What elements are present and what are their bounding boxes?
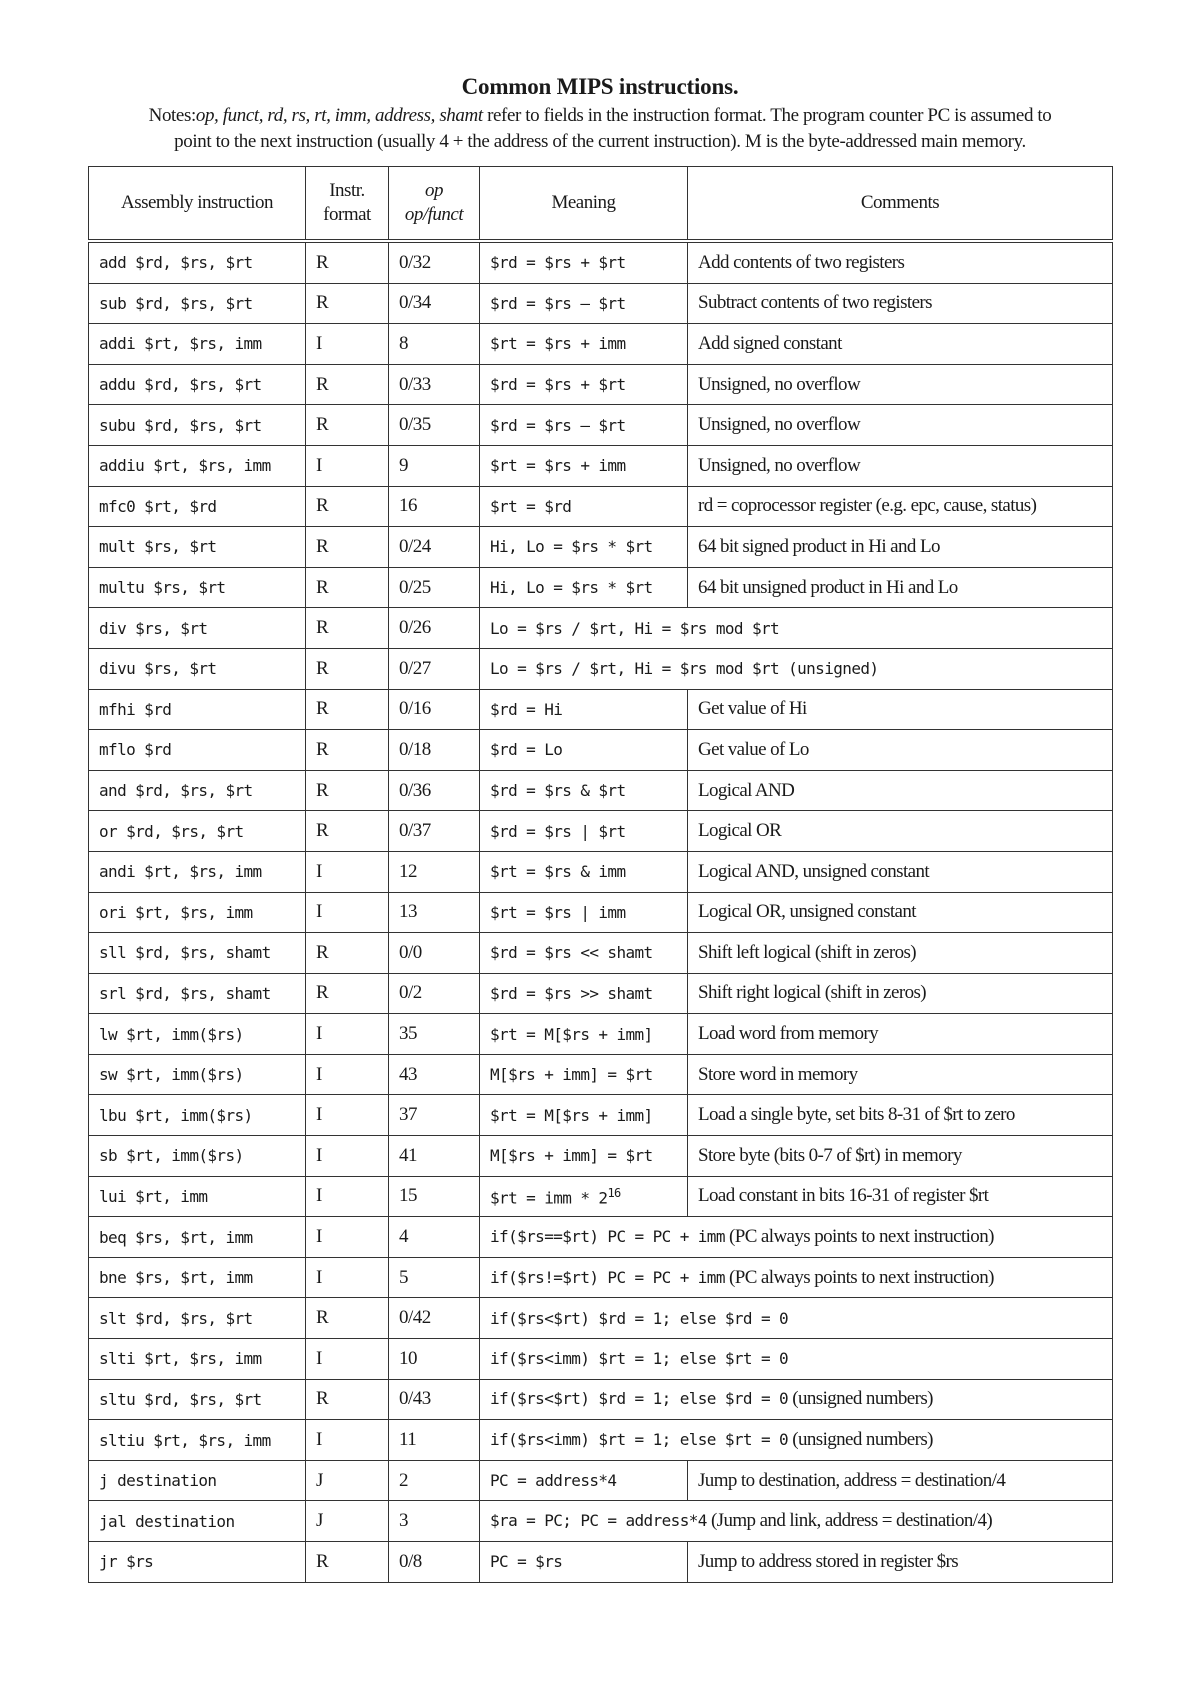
meaning-cell	[480, 1014, 688, 1055]
header-op-line1: op	[425, 180, 443, 201]
meaning-cell	[480, 567, 688, 608]
meaning-code: if($rs<$rt) $rd = 1; else $rd = 0	[490, 1308, 789, 1328]
assembly-cell: beq $rs, $rt, imm	[89, 1217, 306, 1258]
assembly-cell: slti $rt, $rs, imm	[89, 1339, 306, 1380]
meaning-cell	[480, 1542, 688, 1583]
format-cell: I	[306, 1176, 389, 1217]
table-row	[89, 527, 1113, 568]
assembly-cell: subu $rd, $rs, $rt	[89, 405, 306, 446]
format-cell: R	[306, 567, 389, 608]
meaning-code: $rd = $rs >> shamt	[490, 983, 653, 1003]
header-meaning: Meaning	[480, 167, 688, 242]
table-body	[89, 241, 1113, 1582]
table-row	[89, 608, 1113, 649]
format-cell: I	[306, 445, 389, 486]
meaning-code: $rt = M[$rs + imm]	[490, 1024, 653, 1044]
table-row	[89, 1339, 1113, 1380]
meaning-code: $rt = $rs | imm	[490, 902, 626, 922]
opcode-cell: 0/43	[389, 1379, 480, 1420]
meaning-cell	[480, 1176, 688, 1217]
comment-cell: Store word in memory	[688, 1054, 1113, 1095]
format-cell: R	[306, 364, 389, 405]
meaning-note: (Jump and link, address = destination/4)	[706, 1510, 993, 1532]
opcode-cell: 37	[389, 1095, 480, 1136]
opcode-cell: 0/34	[389, 283, 480, 324]
meaning-cell	[480, 405, 688, 446]
opcode-cell: 0/42	[389, 1298, 480, 1339]
meaning-cell	[480, 445, 688, 486]
comment-cell: 64 bit unsigned product in Hi and Lo	[688, 567, 1113, 608]
assembly-cell: sub $rd, $rs, $rt	[89, 283, 306, 324]
assembly-cell: lw $rt, imm($rs)	[89, 1014, 306, 1055]
meaning-note: (unsigned numbers)	[788, 1429, 933, 1451]
opcode-cell: 12	[389, 851, 480, 892]
table-row	[89, 445, 1113, 486]
meaning-note: (PC always points to next instruction)	[724, 1266, 994, 1288]
meaning-cell	[480, 1420, 1113, 1461]
meaning-code: $rd = $rs + $rt	[490, 375, 626, 395]
comment-cell: Shift right logical (shift in zeros)	[688, 973, 1113, 1014]
meaning-code: $rd = $rs – $rt	[490, 415, 626, 435]
format-cell: R	[306, 933, 389, 974]
table-row	[89, 1257, 1113, 1298]
meaning-code: if($rs==$rt) PC = PC + imm	[490, 1227, 725, 1247]
opcode-cell: 3	[389, 1501, 480, 1542]
assembly-cell: sb $rt, imm($rs)	[89, 1136, 306, 1177]
table-row	[89, 689, 1113, 730]
document-title: Common MIPS instructions.	[461, 74, 739, 99]
format-cell: I	[306, 892, 389, 933]
assembly-cell: sltu $rd, $rs, $rt	[89, 1379, 306, 1420]
meaning-note: (unsigned numbers)	[788, 1388, 933, 1410]
assembly-cell: slt $rd, $rs, $rt	[89, 1298, 306, 1339]
format-cell: I	[306, 1217, 389, 1258]
meaning-cell	[480, 527, 688, 568]
format-cell: R	[306, 608, 389, 649]
format-cell: R	[306, 1379, 389, 1420]
meaning-cell	[480, 892, 688, 933]
table-row	[89, 405, 1113, 446]
format-cell: I	[306, 324, 389, 365]
meaning-cell	[480, 933, 688, 974]
meaning-cell	[480, 1460, 688, 1501]
format-cell: R	[306, 241, 389, 283]
assembly-cell: andi $rt, $rs, imm	[89, 851, 306, 892]
header-format: Instr. format	[306, 167, 389, 242]
notes-paragraph	[80, 103, 1120, 155]
format-cell: I	[306, 851, 389, 892]
notes-fields: op, funct, rd, rs, rt, imm, address, shamt	[195, 105, 483, 126]
comment-cell: Unsigned, no overflow	[688, 405, 1113, 446]
table-row	[89, 1054, 1113, 1095]
table-row	[89, 1014, 1113, 1055]
opcode-cell: 0/33	[389, 364, 480, 405]
opcode-cell: 10	[389, 1339, 480, 1380]
comment-cell: Logical OR	[688, 811, 1113, 852]
assembly-cell: sw $rt, imm($rs)	[89, 1054, 306, 1095]
opcode-cell: 0/0	[389, 933, 480, 974]
opcode-cell: 0/8	[389, 1542, 480, 1583]
table-row	[89, 770, 1113, 811]
comment-cell: Subtract contents of two registers	[688, 283, 1113, 324]
meaning-code: $rd = $rs | $rt	[490, 821, 626, 841]
meaning-code: $rt = $rs + imm	[490, 456, 626, 476]
meaning-code: $rd = Hi	[490, 699, 563, 719]
opcode-cell: 0/25	[389, 567, 480, 608]
comment-cell: Add contents of two registers	[688, 241, 1113, 283]
opcode-cell: 4	[389, 1217, 480, 1258]
meaning-cell	[480, 1379, 1113, 1420]
comment-cell: Load word from memory	[688, 1014, 1113, 1055]
assembly-cell: sll $rd, $rs, shamt	[89, 933, 306, 974]
opcode-cell: 0/16	[389, 689, 480, 730]
meaning-code: $rd = Lo	[490, 740, 563, 760]
opcode-cell: 15	[389, 1176, 480, 1217]
meaning-code: if($rs<imm) $rt = 1; else $rt = 0	[490, 1430, 789, 1450]
meaning-cell	[480, 689, 688, 730]
assembly-cell: sltiu $rt, $rs, imm	[89, 1420, 306, 1461]
table-row	[89, 892, 1113, 933]
meaning-code: $rt = $rd	[490, 496, 572, 516]
format-cell: R	[306, 1542, 389, 1583]
opcode-cell: 16	[389, 486, 480, 527]
opcode-cell: 13	[389, 892, 480, 933]
assembly-cell: addiu $rt, $rs, imm	[89, 445, 306, 486]
format-cell: I	[306, 1136, 389, 1177]
assembly-cell: multu $rs, $rt	[89, 567, 306, 608]
meaning-cell	[480, 608, 1113, 649]
header-comments: Comments	[688, 167, 1113, 242]
meaning-code: $rt = $rs & imm	[490, 862, 626, 882]
assembly-cell: div $rs, $rt	[89, 608, 306, 649]
meaning-cell	[480, 1136, 688, 1177]
meaning-code: $rt = $rs + imm	[490, 334, 626, 354]
assembly-cell: add $rd, $rs, $rt	[89, 241, 306, 283]
comment-cell: Shift left logical (shift in zeros)	[688, 933, 1113, 974]
format-cell: R	[306, 770, 389, 811]
meaning-cell	[480, 241, 688, 283]
opcode-cell: 0/24	[389, 527, 480, 568]
opcode-cell: 0/35	[389, 405, 480, 446]
format-cell: R	[306, 730, 389, 771]
format-cell: R	[306, 405, 389, 446]
assembly-cell: j destination	[89, 1460, 306, 1501]
assembly-cell: bne $rs, $rt, imm	[89, 1257, 306, 1298]
table-row	[89, 1136, 1113, 1177]
table-row	[89, 851, 1113, 892]
meaning-code: PC = address*4	[490, 1471, 617, 1491]
meaning-code: if($rs<imm) $rt = 1; else $rt = 0	[490, 1349, 789, 1369]
assembly-cell: or $rd, $rs, $rt	[89, 811, 306, 852]
meaning-cell	[480, 364, 688, 405]
assembly-cell: mfhi $rd	[89, 689, 306, 730]
meaning-cell	[480, 770, 688, 811]
header-assembly: Assembly instruction	[89, 167, 306, 242]
opcode-cell: 0/37	[389, 811, 480, 852]
table-row	[89, 648, 1113, 689]
comment-cell: Get value of Lo	[688, 730, 1113, 771]
comment-cell: Logical AND, unsigned constant	[688, 851, 1113, 892]
assembly-cell: mult $rs, $rt	[89, 527, 306, 568]
meaning-cell	[480, 1054, 688, 1095]
meaning-code: M[$rs + imm] = $rt	[490, 1146, 653, 1166]
meaning-code: $ra = PC; PC = address*4	[490, 1511, 707, 1531]
table-row	[89, 1420, 1113, 1461]
comment-cell: Get value of Hi	[688, 689, 1113, 730]
meaning-code: if($rs<$rt) $rd = 1; else $rd = 0	[490, 1389, 789, 1409]
table-row	[89, 1542, 1113, 1583]
meaning-cell	[480, 1501, 1113, 1542]
assembly-cell: divu $rs, $rt	[89, 648, 306, 689]
comment-cell: Unsigned, no overflow	[688, 445, 1113, 486]
table-row	[89, 1298, 1113, 1339]
opcode-cell: 0/2	[389, 973, 480, 1014]
table-row	[89, 1501, 1113, 1542]
format-cell: R	[306, 283, 389, 324]
meaning-cell	[480, 648, 1113, 689]
format-cell: R	[306, 527, 389, 568]
meaning-code: M[$rs + imm] = $rt	[490, 1065, 653, 1085]
opcode-cell: 0/26	[389, 608, 480, 649]
format-cell: R	[306, 648, 389, 689]
table-row	[89, 241, 1113, 283]
notes-line2: point to the next instruction (usually 4 + the address of the current instruction). M is the byte-addressed main memory.	[174, 131, 1026, 152]
comment-cell: Logical AND	[688, 770, 1113, 811]
comment-cell: 64 bit signed product in Hi and Lo	[688, 527, 1113, 568]
opcode-cell: 0/36	[389, 770, 480, 811]
meaning-cell	[480, 1217, 1113, 1258]
table-row	[89, 486, 1113, 527]
comment-cell: Load constant in bits 16-31 of register $rt	[688, 1176, 1113, 1217]
table-row	[89, 1460, 1113, 1501]
header-op	[389, 167, 480, 242]
opcode-cell: 0/18	[389, 730, 480, 771]
notes-line1-rest: refer to fields in the instruction format. The program counter PC is assumed to	[482, 105, 1052, 126]
comment-cell: Logical OR, unsigned constant	[688, 892, 1113, 933]
meaning-cell	[480, 1339, 1113, 1380]
header-op-line2: op/funct	[404, 204, 464, 225]
comment-cell: Unsigned, no overflow	[688, 364, 1113, 405]
meaning-cell	[480, 851, 688, 892]
assembly-cell: jr $rs	[89, 1542, 306, 1583]
opcode-cell: 9	[389, 445, 480, 486]
format-cell: R	[306, 811, 389, 852]
format-cell: R	[306, 486, 389, 527]
comment-cell: Add signed constant	[688, 324, 1113, 365]
assembly-cell: ori $rt, $rs, imm	[89, 892, 306, 933]
meaning-code: $rd = $rs + $rt	[490, 253, 626, 273]
meaning-code: if($rs!=$rt) PC = PC + imm	[490, 1267, 725, 1287]
comment-cell: Jump to destination, address = destination/4	[688, 1460, 1113, 1501]
format-cell: J	[306, 1501, 389, 1542]
table-row	[89, 933, 1113, 974]
table-row	[89, 1217, 1113, 1258]
assembly-cell: lbu $rt, imm($rs)	[89, 1095, 306, 1136]
format-cell: I	[306, 1014, 389, 1055]
meaning-code: Hi, Lo = $rs * $rt	[490, 578, 653, 598]
meaning-cell	[480, 283, 688, 324]
notes-prefix: Notes:	[148, 105, 196, 126]
table-row	[89, 973, 1113, 1014]
format-cell: I	[306, 1420, 389, 1461]
assembly-cell: mfc0 $rt, $rd	[89, 486, 306, 527]
meaning-cell	[480, 1257, 1113, 1298]
table-header-row	[89, 167, 1113, 242]
meaning-code: Lo = $rs / $rt, Hi = $rs mod $rt (unsigned)	[490, 659, 879, 679]
assembly-cell: lui $rt, imm	[89, 1176, 306, 1217]
meaning-cell	[480, 1095, 688, 1136]
table-row	[89, 283, 1113, 324]
table-row	[89, 1379, 1113, 1420]
meaning-code: $rd = $rs << shamt	[490, 943, 653, 963]
opcode-cell: 41	[389, 1136, 480, 1177]
meaning-code: Hi, Lo = $rs * $rt	[490, 537, 653, 557]
assembly-cell: srl $rd, $rs, shamt	[89, 973, 306, 1014]
meaning-cell	[480, 1298, 1113, 1339]
meaning-code: Lo = $rs / $rt, Hi = $rs mod $rt	[490, 618, 780, 638]
meaning-code: $rt = M[$rs + imm]	[490, 1105, 653, 1125]
meaning-code: PC = $rs	[490, 1552, 563, 1572]
opcode-cell: 2	[389, 1460, 480, 1501]
format-cell: R	[306, 1298, 389, 1339]
comment-cell: Store byte (bits 0-7 of $rt) in memory	[688, 1136, 1113, 1177]
assembly-cell: addi $rt, $rs, imm	[89, 324, 306, 365]
opcode-cell: 0/32	[389, 241, 480, 283]
format-cell: R	[306, 973, 389, 1014]
table-row	[89, 364, 1113, 405]
meaning-note: (PC always points to next instruction)	[724, 1226, 994, 1248]
format-cell: I	[306, 1339, 389, 1380]
table-row	[89, 1095, 1113, 1136]
assembly-cell: addu $rd, $rs, $rt	[89, 364, 306, 405]
meaning-cell	[480, 324, 688, 365]
table-row	[89, 811, 1113, 852]
comment-cell: Load a single byte, set bits 8-31 of $rt to zero	[688, 1095, 1113, 1136]
comment-cell: rd = coprocessor register (e.g. epc, cause, status)	[688, 486, 1113, 527]
table-row	[89, 567, 1113, 608]
meaning-cell	[480, 486, 688, 527]
opcode-cell: 35	[389, 1014, 480, 1055]
meaning-code: $rt = imm * 2	[490, 1188, 608, 1208]
table-row	[89, 1176, 1113, 1217]
meaning-cell	[480, 811, 688, 852]
assembly-cell: mflo $rd	[89, 730, 306, 771]
format-cell: I	[306, 1257, 389, 1298]
meaning-superscript: 16	[607, 1185, 621, 1200]
opcode-cell: 0/27	[389, 648, 480, 689]
opcode-cell: 11	[389, 1420, 480, 1461]
instruction-table	[88, 166, 1113, 1583]
format-cell: J	[306, 1460, 389, 1501]
format-cell: R	[306, 689, 389, 730]
assembly-cell: jal destination	[89, 1501, 306, 1542]
assembly-cell: and $rd, $rs, $rt	[89, 770, 306, 811]
meaning-code: $rd = $rs – $rt	[490, 293, 626, 313]
format-cell: I	[306, 1054, 389, 1095]
opcode-cell: 8	[389, 324, 480, 365]
format-cell: I	[306, 1095, 389, 1136]
opcode-cell: 5	[389, 1257, 480, 1298]
opcode-cell: 43	[389, 1054, 480, 1095]
meaning-code: $rd = $rs & $rt	[490, 781, 626, 801]
meaning-cell	[480, 730, 688, 771]
meaning-cell	[480, 973, 688, 1014]
table-row	[89, 324, 1113, 365]
comment-cell: Jump to address stored in register $rs	[688, 1542, 1113, 1583]
table-row	[89, 730, 1113, 771]
